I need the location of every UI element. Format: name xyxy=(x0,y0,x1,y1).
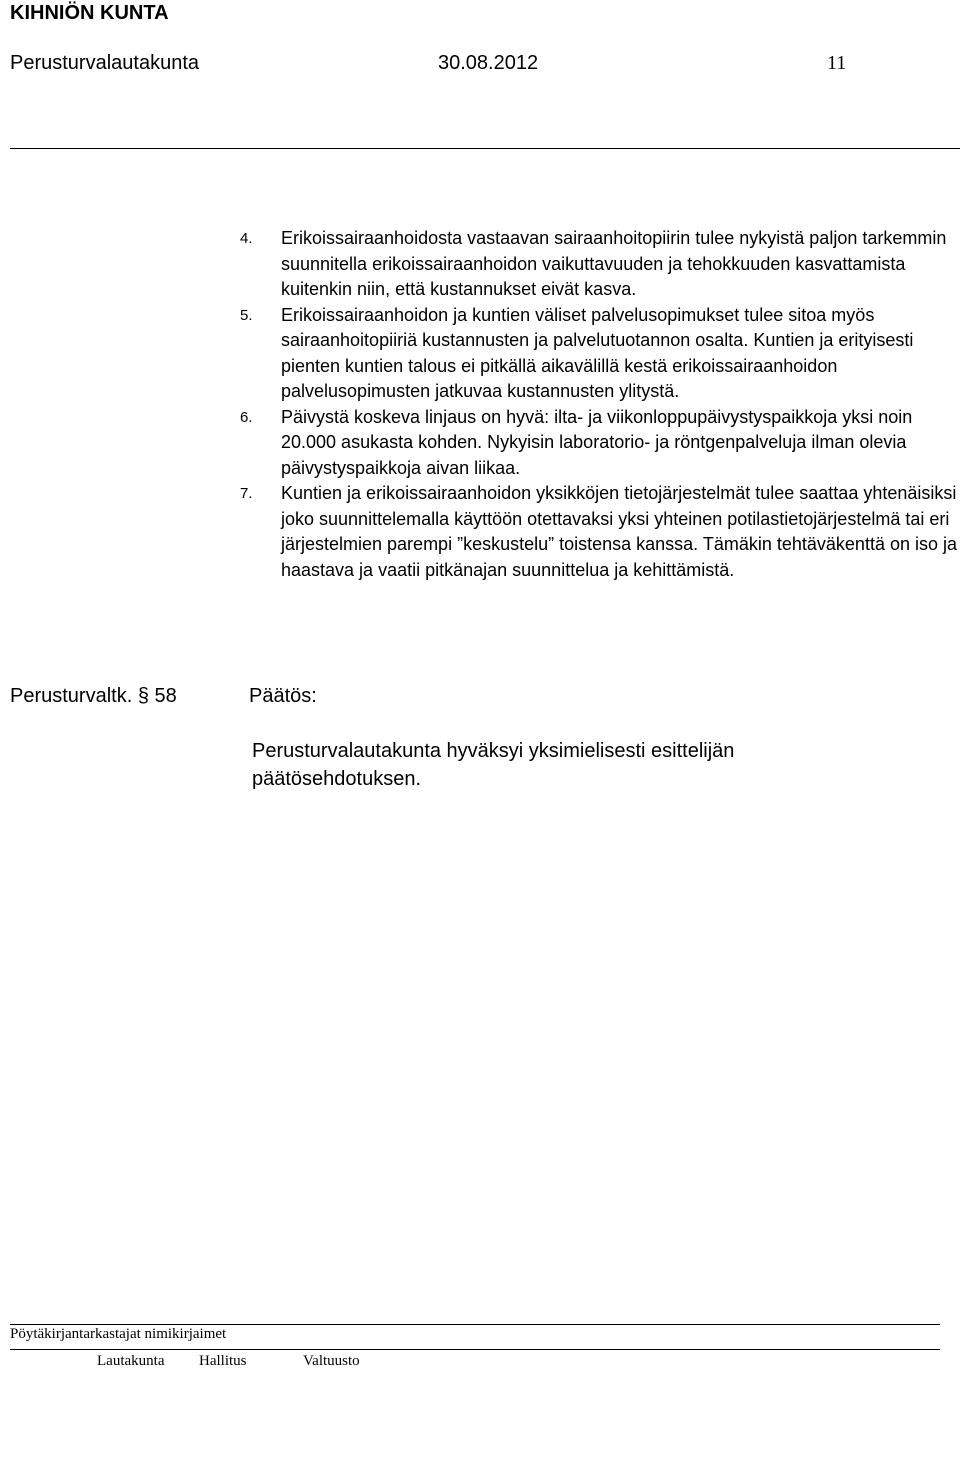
item-text: Erikoissairaanhoidon ja kuntien väliset palvelusopimukset tulee sitoa myös sairaanhoitopiiriä kustannusten ja palvelutuotannon osalta. Kuntien ja erityisesti pienten kuntien talous ei pitkällä aikavälillä kestä erikoissairaanhoidon palvelusopimusten jatkuvaa kustannusten ylitystä. xyxy=(281,304,914,401)
numbered-list xyxy=(240,226,960,583)
decision-label: Päätös: xyxy=(249,685,317,707)
item-text: Erikoissairaanhoidosta vastaavan sairaanhoitopiirin tulee nykyistä paljon tarkemmin suunnitella erikoissairaanhoidon vaikuttavuuden ja tehokkuuden kasvattamista kuitenkin niin, että kustannukset eivät kasva. xyxy=(281,228,947,299)
list-item xyxy=(240,405,960,482)
item-number: 5. xyxy=(240,306,253,324)
header-divider xyxy=(10,148,960,149)
item-text: Päivystä koskeva linjaus on hyvä: ilta- ja viikonloppupäivystyspaikkoja yksi noin 20.000 asukasta kohden. Nykyisin laboratorio- ja röntgenpalveluja ilman olevia päivystyspaikkoja aivan liikaa. xyxy=(281,406,913,478)
board-name: Perusturvalautakunta xyxy=(10,52,200,74)
signature-column-board: Lautakunta xyxy=(97,1353,165,1369)
list-item xyxy=(240,303,960,405)
signature-box-title: Pöytäkirjantarkastajat nimikirjaimet xyxy=(10,1326,227,1342)
page-number: 11 xyxy=(827,52,847,74)
item-number: 7. xyxy=(240,485,253,502)
organization-name: KIHNIÖN KUNTA xyxy=(10,2,169,24)
meeting-date: 30.08.2012 xyxy=(438,52,539,74)
signature-column-government: Hallitus xyxy=(199,1353,247,1369)
item-number: 4. xyxy=(240,230,253,247)
list-item xyxy=(240,226,960,303)
item-text: Kuntien ja erikoissairaanhoidon yksikköjen tietojärjestelmät tulee saattaa yhtenäisiksi joko suunnittelemalla käyttöön otettavaksi yksi yhteinen potilastietojärjestelmä tai eri järjestelmien parempi ”keskustelu” toistensa kanssa. Tämäkin tehtäväkenttä on iso ja haastava ja vaatii pitkänajan suunnittelua ja kehittämistä. xyxy=(281,483,958,580)
section-reference: Perusturvaltk. § 58 xyxy=(10,685,177,707)
decision-text: Perusturvalautakunta hyväksyi yksimielisesti esittelijän päätösehdotuksen. xyxy=(252,740,735,790)
item-number: 6. xyxy=(240,408,253,426)
list-item xyxy=(240,481,960,583)
signature-column-council: Valtuusto xyxy=(303,1353,360,1369)
